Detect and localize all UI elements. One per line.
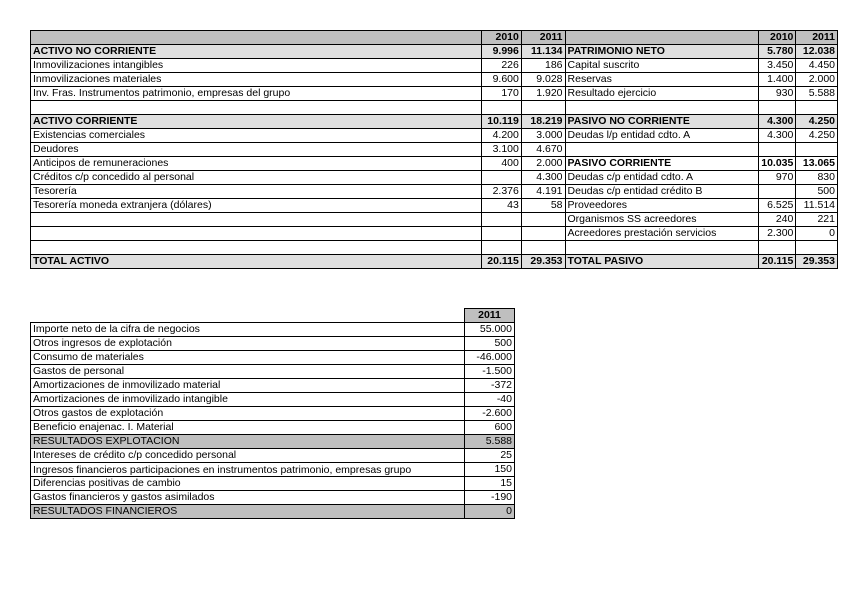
row-label: Capital suscrito [565,59,758,73]
row-label: Reservas [565,73,758,87]
row-value: 500 [465,337,515,351]
table-row [31,213,838,227]
row-label: Intereses de crédito c/p concedido personal [31,449,465,463]
row-label: Deudas c/p entidad crédito B [565,185,758,199]
table-row [31,227,838,241]
table-row [31,73,838,87]
subtotal-value: 5.588 [465,435,515,449]
total-label: TOTAL ACTIVO [31,255,482,269]
row-value: -40 [465,393,515,407]
row-value: 4.300 [758,129,795,143]
balance-sheet-table [30,30,838,269]
row-value: 4.200 [482,129,522,143]
row-value: 15 [465,477,515,491]
total-value: 20.115 [758,255,795,269]
section-value: 11.134 [521,45,565,59]
row-value: 186 [521,59,565,73]
row-label: Diferencias positivas de cambio [31,477,465,491]
section-value: 12.038 [796,45,838,59]
row-label: Beneficio enajenac. I. Material [31,421,465,435]
table-row [31,491,515,505]
row-value: 4.250 [796,129,838,143]
income-statement-table [30,308,515,519]
row-label: Otros gastos de explotación [31,407,465,421]
row-label: Acreedores prestación servicios [565,227,758,241]
row-label: Ingresos financieros participaciones en instrumentos patrimonio, empresas grupo [31,463,465,477]
row-label: Amortizaciones de inmovilizado intangible [31,393,465,407]
section-value: 13.065 [796,157,838,171]
row-value: 55.000 [465,323,515,337]
row-value: 4.300 [521,171,565,185]
header-year-2010: 2010 [758,31,795,45]
balance-header-row [31,31,838,45]
row-value: 4.670 [521,143,565,157]
table-row [31,379,515,393]
row-value: 500 [796,185,838,199]
row-label: Tesorería [31,185,482,199]
row-label: Deudores [31,143,482,157]
row-label: Inmovilizaciones intangibles [31,59,482,73]
row-label: Anticipos de remuneraciones [31,157,482,171]
section-label: ACTIVO NO CORRIENTE [31,45,482,59]
row-label: Inmovilizaciones materiales [31,73,482,87]
row-label: Resultado ejercicio [565,87,758,101]
row-label: Gastos de personal [31,365,465,379]
totals-row [31,255,838,269]
table-row [31,87,838,101]
section-value: 10.119 [482,115,522,129]
row-value: 170 [482,87,522,101]
row-value: 970 [758,171,795,185]
section-value: 5.780 [758,45,795,59]
total-value: 29.353 [796,255,838,269]
row-value: 4.450 [796,59,838,73]
total-value: 20.115 [482,255,522,269]
row-value: -2.600 [465,407,515,421]
row-value: -190 [465,491,515,505]
row-value: 2.000 [521,157,565,171]
total-label: TOTAL PASIVO [565,255,758,269]
header-year-2011: 2011 [465,309,515,323]
section-value: 10.035 [758,157,795,171]
row-value: 930 [758,87,795,101]
row-value: 43 [482,199,522,213]
row-value: 5.588 [796,87,838,101]
row-label: Otros ingresos de explotación [31,337,465,351]
section-label: PATRIMONIO NETO [565,45,758,59]
row-value: 1.400 [758,73,795,87]
section-value: 9.996 [482,45,522,59]
row-value: 830 [796,171,838,185]
row-value: 226 [482,59,522,73]
row-label: Deudas l/p entidad cdto. A [565,129,758,143]
subtotal-value: 0 [465,505,515,519]
row-label: Consumo de materiales [31,351,465,365]
row-value: 3.450 [758,59,795,73]
section-label: PASIVO NO CORRIENTE [565,115,758,129]
header-blank [565,31,758,45]
row-value: -1.500 [465,365,515,379]
subtotal-label: RESULTADOS FINANCIEROS [31,505,465,519]
table-row [31,45,838,59]
table-row [31,157,838,171]
table-row [31,323,515,337]
row-value: 2.300 [758,227,795,241]
row-label: Proveedores [565,199,758,213]
row-value: 600 [465,421,515,435]
table-row [31,171,838,185]
table-row [31,143,838,157]
row-value [482,171,522,185]
row-value: 9.028 [521,73,565,87]
row-label: Deudas c/p entidad cdto. A [565,171,758,185]
table-row [31,421,515,435]
table-row [31,115,838,129]
header-blank [31,309,465,323]
row-value: -46.000 [465,351,515,365]
row-value: 400 [482,157,522,171]
row-value: 58 [521,199,565,213]
row-value: 3.000 [521,129,565,143]
header-blank [31,31,482,45]
table-row [31,59,838,73]
table-row [31,129,838,143]
row-value: 2.376 [482,185,522,199]
table-row [31,393,515,407]
row-label: Amortizaciones de inmovilizado material [31,379,465,393]
row-label: Organismos SS acreedores [565,213,758,227]
table-row [31,463,515,477]
table-row [31,449,515,463]
row-value: 221 [796,213,838,227]
row-value: 1.920 [521,87,565,101]
row-value: 25 [465,449,515,463]
results-header-row [31,309,515,323]
section-label: ACTIVO CORRIENTE [31,115,482,129]
row-label: Gastos financieros y gastos asimilados [31,491,465,505]
row-value: 6.525 [758,199,795,213]
row-label: Existencias comerciales [31,129,482,143]
header-year-2011: 2011 [796,31,838,45]
row-value: 150 [465,463,515,477]
row-value: 3.100 [482,143,522,157]
row-label: Créditos c/p concedido al personal [31,171,482,185]
table-row [31,199,838,213]
row-label: Tesorería moneda extranjera (dólares) [31,199,482,213]
row-label: Importe neto de la cifra de negocios [31,323,465,337]
table-row [31,185,838,199]
header-year-2010: 2010 [482,31,522,45]
empty-row [31,101,838,115]
section-value: 4.300 [758,115,795,129]
row-value: 11.514 [796,199,838,213]
row-value: 0 [796,227,838,241]
section-value: 18.219 [521,115,565,129]
row-value: 9.600 [482,73,522,87]
subtotal-row [31,505,515,519]
table-row [31,407,515,421]
total-value: 29.353 [521,255,565,269]
table-row [31,337,515,351]
table-row [31,351,515,365]
row-label: Inv. Fras. Instrumentos patrimonio, empresas del grupo [31,87,482,101]
header-year-2011: 2011 [521,31,565,45]
table-row [31,477,515,491]
section-label: PASIVO CORRIENTE [565,157,758,171]
row-value: -372 [465,379,515,393]
empty-row [31,241,838,255]
table-row [31,365,515,379]
section-value: 4.250 [796,115,838,129]
subtotal-row [31,435,515,449]
row-value: 240 [758,213,795,227]
row-value [758,185,795,199]
row-value: 2.000 [796,73,838,87]
subtotal-label: RESULTADOS EXPLOTACION [31,435,465,449]
row-value: 4.191 [521,185,565,199]
